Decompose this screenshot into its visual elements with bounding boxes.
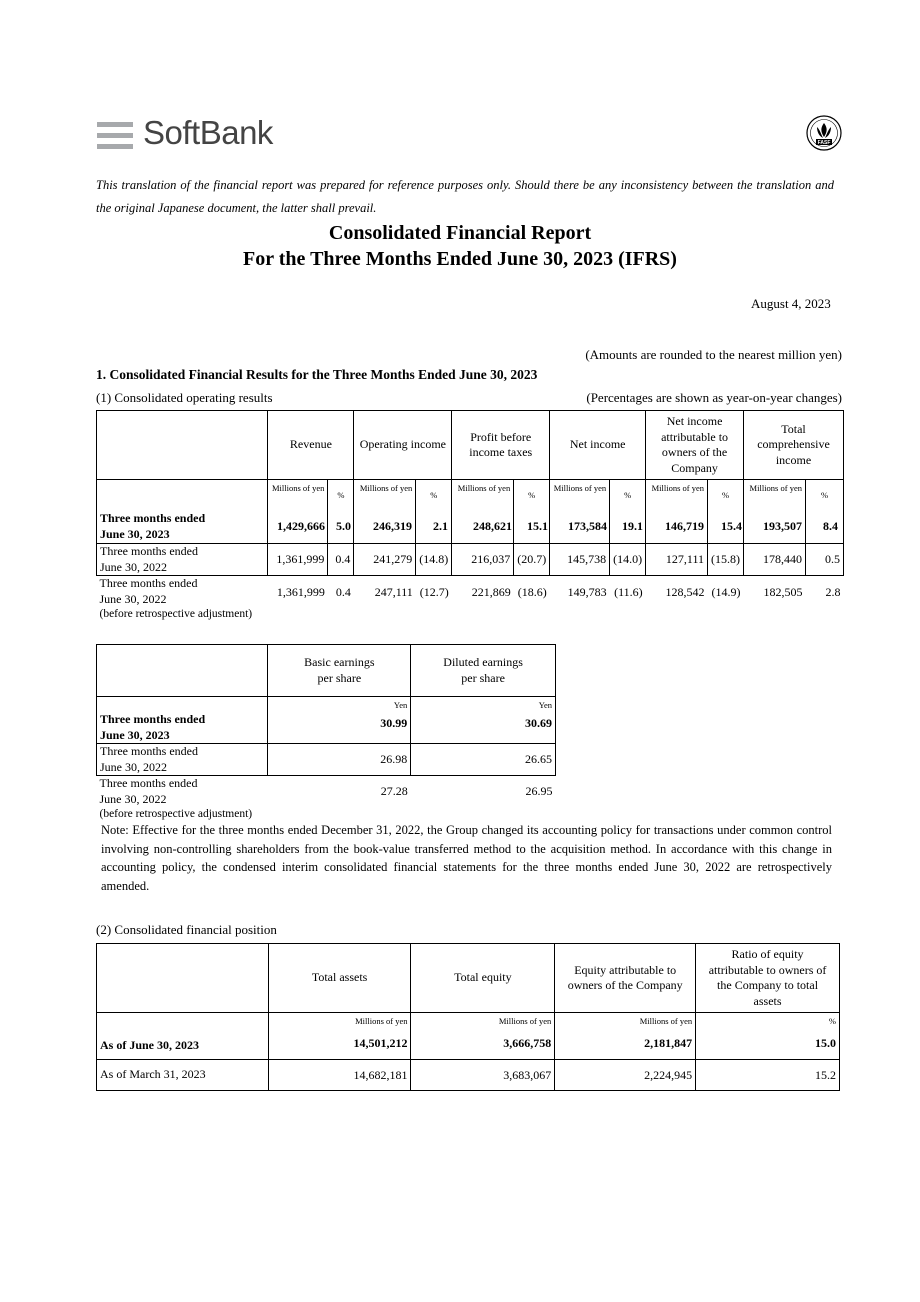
operating-income-pct-2023: 2.1: [433, 519, 448, 533]
row-label: June 30, 2022: [100, 759, 167, 774]
cell-value: 149,783: [567, 585, 607, 599]
row-label: As of March 31, 2023: [97, 1060, 269, 1091]
header-diluted-eps: Diluted earnings per share: [411, 645, 556, 697]
unit-millions-yen: Millions of yen: [639, 1016, 693, 1026]
softbank-logo-mark: [97, 122, 133, 150]
net-income-pct-2023: 19.1: [622, 519, 643, 533]
profit-before-taxes-2023: 248,621: [473, 519, 512, 533]
diluted-eps-2022-before: 26.95: [525, 784, 553, 798]
total-assets-2023: 14,501,212: [353, 1036, 408, 1050]
header-total-comprehensive-income: Total comprehensive income: [744, 411, 844, 480]
net-income-2023: 173,584: [568, 519, 607, 533]
net-income-owners-pct-2023: 15.4: [721, 519, 742, 533]
cell-value: 0.4: [328, 544, 354, 576]
row-label: June 30, 2023: [100, 727, 170, 742]
operating-results-subtitle: (1) Consolidated operating results: [96, 390, 273, 405]
cell-value: 182,505: [763, 585, 803, 599]
row-label: As of June 30, 2023: [97, 1013, 269, 1060]
net-income-owners-2023: 146,719: [665, 519, 704, 533]
unit-yen: Yen: [538, 700, 552, 710]
unit-percent: %: [828, 1016, 836, 1026]
financial-position-subtitle: (2) Consolidated financial position: [96, 922, 277, 937]
unit-millions-yen: Millions of yen: [268, 480, 328, 544]
total-comprehensive-pct-2023: 8.4: [823, 519, 838, 533]
unit-percent: %: [514, 480, 550, 544]
header-basic-eps: Basic earnings per share: [268, 645, 411, 697]
section-1-title: 1. Consolidated Financial Results for the Three Months Ended June 30, 2023: [96, 367, 538, 382]
profit-before-taxes-pct-2023: 15.1: [527, 519, 548, 533]
cell-value: 127,111: [646, 544, 708, 576]
rounding-note: (Amounts are rounded to the nearest million yen): [585, 347, 842, 362]
cell-value: (14.0): [610, 544, 646, 576]
row-label: Three months ended: [100, 712, 206, 726]
header-equity-ratio: Ratio of equity attributable to owners of the Company to total assets: [696, 944, 840, 1013]
equity-ratio-prior: 15.2: [696, 1060, 840, 1091]
percentage-note: (Percentages are shown as year-on-year changes): [586, 390, 842, 405]
cell-value: 216,037: [452, 544, 514, 576]
operating-income-2023: 246,319: [373, 519, 412, 533]
equity-owners-2023: 2,181,847: [644, 1036, 693, 1050]
cell-value: (14.8): [416, 544, 452, 576]
total-equity-2023: 3,666,758: [503, 1036, 552, 1050]
diluted-eps-2023: 30.69: [525, 716, 552, 730]
unit-millions-yen: Millions of yen: [744, 480, 806, 544]
header-revenue: Revenue: [268, 411, 354, 480]
header-total-equity: Total equity: [411, 944, 555, 1013]
equity-ratio-2023: 15.0: [815, 1036, 836, 1050]
header-net-income-owners: Net income attributable to owners of the Company: [646, 411, 744, 480]
row-label: Three months ended: [100, 511, 206, 525]
unit-millions-yen: Millions of yen: [550, 480, 610, 544]
basic-eps-2022-before: 27.28: [380, 784, 408, 798]
total-equity-prior: 3,683,067: [411, 1060, 555, 1091]
softbank-logo-text: SoftBank: [143, 114, 273, 151]
cell-value: 241,279: [354, 544, 416, 576]
cell-value: 2.8: [825, 585, 841, 599]
cell-value: 145,738: [550, 544, 610, 576]
row-label: Three months ended: [100, 544, 198, 558]
row-label: Three months ended: [99, 576, 198, 590]
fasf-seal-icon: [806, 115, 842, 151]
translation-disclaimer: This translation of the financial report was prepared for reference purposes only. Should there be any inconsistency between the translation and the original Japanese document, the latter shall prevail.: [96, 178, 834, 215]
unit-millions-yen: Millions of yen: [355, 1016, 408, 1026]
seal-label: FASF: [817, 140, 831, 146]
row-label: (before retrospective adjustment): [99, 808, 253, 820]
basic-eps-2022: 26.98: [268, 744, 411, 776]
cell-value: 0.4: [335, 585, 351, 599]
operating-results-table: [96, 410, 844, 624]
cell-value: (12.7): [419, 585, 449, 599]
unit-millions-yen: Millions of yen: [646, 480, 708, 544]
basic-eps-2023: 30.99: [380, 716, 408, 730]
financial-position-table: [96, 943, 840, 1091]
unit-percent: %: [328, 480, 354, 544]
revenue-pct-2023: 5.0: [336, 519, 351, 533]
revenue-2023: 1,429,666: [277, 519, 325, 533]
row-label: (before retrospective adjustment): [99, 608, 253, 620]
unit-percent: %: [416, 480, 452, 544]
header-operating-income: Operating income: [354, 411, 452, 480]
diluted-eps-2022: 26.65: [411, 744, 556, 776]
eps-table: [96, 644, 556, 823]
cell-value: 128,542: [665, 585, 705, 599]
total-comprehensive-2023: 193,507: [763, 519, 802, 533]
row-label: Three months ended: [99, 776, 198, 790]
cell-value: (20.7): [514, 544, 550, 576]
total-assets-prior: 14,682,181: [268, 1060, 411, 1091]
equity-owners-prior: 2,224,945: [555, 1060, 696, 1091]
header-equity-owners: Equity attributable to owners of the Company: [555, 944, 696, 1013]
unit-millions-yen: Millions of yen: [452, 480, 514, 544]
report-subtitle: For the Three Months Ended June 30, 2023 (IFRS): [243, 248, 677, 270]
cell-value: (15.8): [708, 544, 744, 576]
unit-percent: %: [708, 480, 744, 544]
cell-value: (11.6): [614, 585, 643, 599]
header-net-income: Net income: [550, 411, 646, 480]
unit-millions-yen: Millions of yen: [354, 480, 416, 544]
report-title: Consolidated Financial Report: [328, 222, 592, 244]
cell-value: 0.5: [805, 544, 843, 576]
report-date: August 4, 2023: [751, 296, 831, 311]
cell-value: (14.9): [711, 585, 741, 599]
unit-yen: Yen: [393, 700, 408, 710]
row-label: June 30, 2022: [100, 559, 167, 574]
accounting-policy-note: Note: Effective for the three months ended December 31, 2022, the Group changed its accounting policy for transactions under common control involving non-controlling shareholders from the book-value transferred method to the acquisition method. In accordance with this change in accounting policy, the condensed interim consolidated financial statements for the three months ended June 30, 2022 are retrospectively amended.: [101, 823, 832, 893]
row-label: June 30, 2023: [100, 526, 170, 541]
row-label: June 30, 2022: [99, 591, 167, 606]
unit-percent: %: [805, 480, 843, 544]
unit-millions-yen: Millions of yen: [498, 1016, 552, 1026]
header-total-assets: Total assets: [268, 944, 411, 1013]
row-label: June 30, 2022: [99, 791, 167, 806]
row-label: Three months ended: [100, 744, 198, 758]
header-profit-before-taxes: Profit before income taxes: [452, 411, 550, 480]
cell-value: 221,869: [471, 585, 511, 599]
cell-value: (18.6): [517, 585, 547, 599]
unit-percent: %: [610, 480, 646, 544]
cell-value: 247,111: [374, 585, 413, 599]
cell-value: 1,361,999: [268, 544, 328, 576]
cell-value: 178,440: [744, 544, 806, 576]
cell-value: 1,361,999: [276, 585, 325, 599]
